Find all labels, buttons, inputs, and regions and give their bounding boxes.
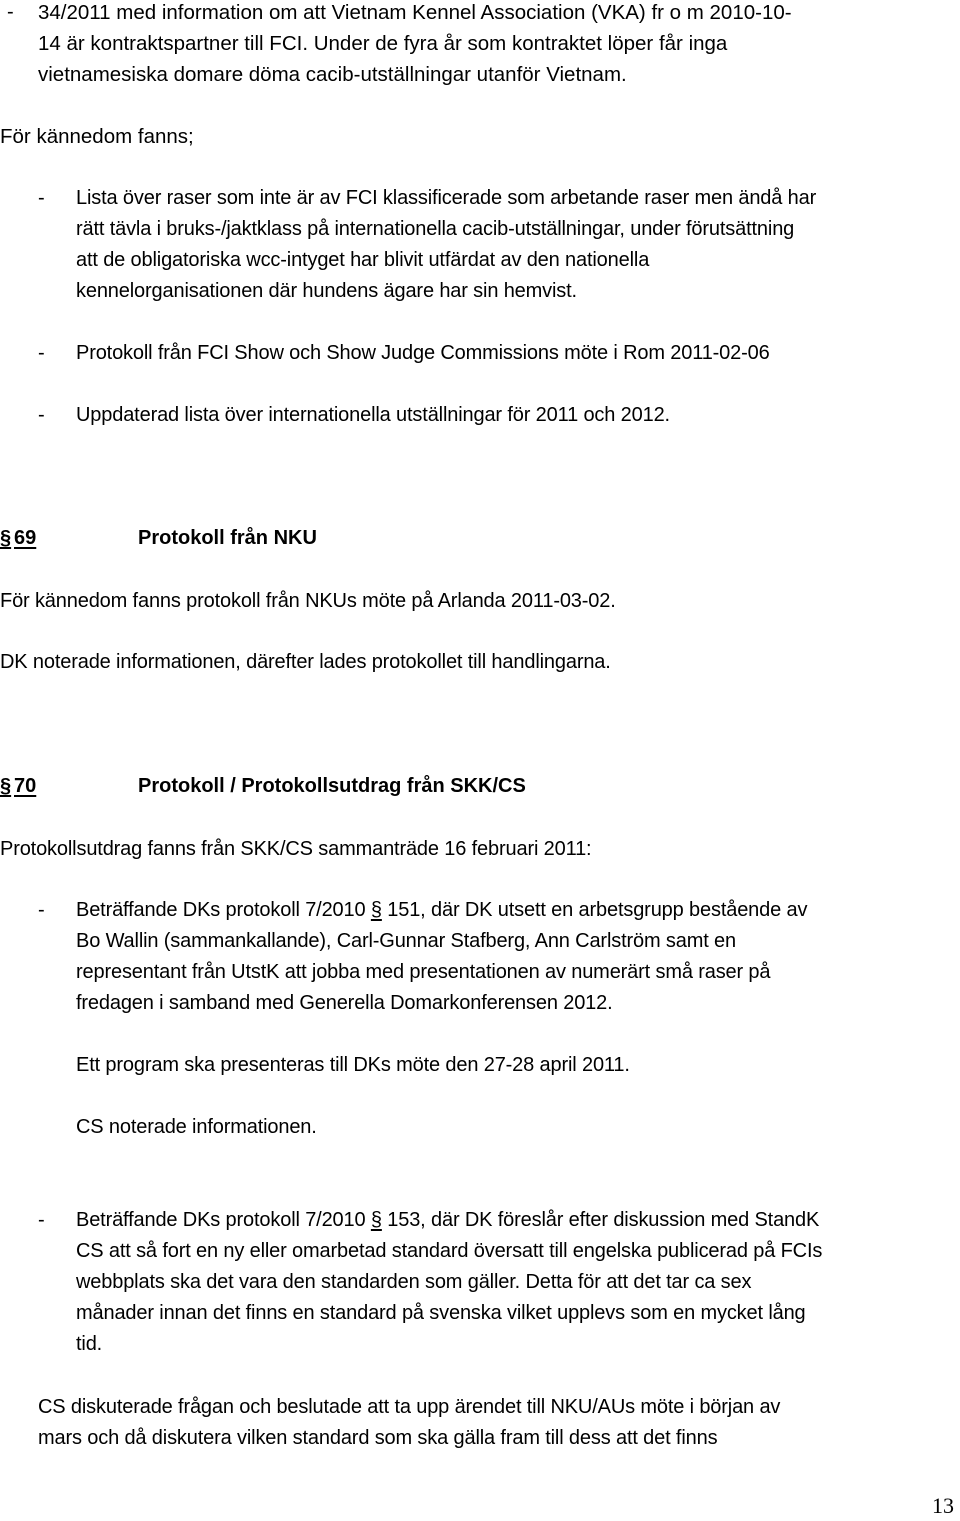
for-kannedom-label: För kännedom fanns; bbox=[0, 125, 194, 148]
section-number: 69 bbox=[14, 527, 37, 549]
list-dash: - bbox=[38, 404, 45, 426]
list-item-line: CS att så fort en ny eller omarbetad standard översatt till engelska publicerad på FCIs bbox=[76, 1240, 823, 1262]
list-item-line: webbplats ska det vara den standarden som gäller. Detta för att det tar ca sex bbox=[76, 1271, 752, 1293]
intro-line: 34/2011 med information om att Vietnam Kennel Association (VKA) fr o m 2010-10- bbox=[38, 1, 792, 24]
list-item-line: rätt tävla i bruks-/jaktklass på internationella cacib-utställningar, under förutsättning bbox=[76, 218, 795, 240]
paragraph-line: CS diskuterade frågan och beslutade att ta upp ärendet till NKU/AUs möte i början av bbox=[38, 1396, 781, 1418]
intro-line: 14 är kontraktspartner till FCI. Under de fyra år som kontraktet löper får inga bbox=[38, 32, 728, 55]
list-item-line: Beträffande DKs protokoll 7/2010 § 153, där DK föreslår efter diskussion med StandK bbox=[76, 1209, 820, 1231]
paragraph-line: mars och då diskutera vilken standard som ska gälla fram till dess att det finns bbox=[38, 1427, 718, 1449]
list-dash: - bbox=[7, 1, 14, 23]
list-item-line: Lista över raser som inte är av FCI klassificerade som arbetande raser men ändå har bbox=[76, 187, 817, 209]
list-item-line: representant från UtstK att jobba med presentationen av numerärt små raser på bbox=[76, 961, 771, 983]
section-mark: § bbox=[0, 527, 12, 549]
list-item-line: Beträffande DKs protokoll 7/2010 § 151, där DK utsett en arbetsgrupp bestående av bbox=[76, 899, 808, 921]
list-item-line: kennelorganisationen där hundens ägare har sin hemvist. bbox=[76, 280, 577, 302]
paragraph: Protokollsutdrag fanns från SKK/CS sammanträde 16 februari 2011: bbox=[0, 838, 592, 860]
section-mark: § bbox=[0, 775, 12, 797]
list-item-line: Bo Wallin (sammankallande), Carl-Gunnar Stafberg, Ann Carlström samt en bbox=[76, 930, 736, 952]
section-number: 70 bbox=[14, 775, 37, 797]
paragraph: För kännedom fanns protokoll från NKUs möte på Arlanda 2011-03-02. bbox=[0, 590, 616, 612]
list-dash: - bbox=[38, 1209, 45, 1231]
list-dash: - bbox=[38, 899, 45, 921]
section-title: Protokoll från NKU bbox=[138, 527, 317, 549]
list-item-line: månader innan det finns en standard på svenska vilket upplevs som en mycket lång bbox=[76, 1302, 806, 1324]
paragraph: CS noterade informationen. bbox=[76, 1116, 317, 1138]
section-title: Protokoll / Protokollsutdrag från SKK/CS bbox=[138, 775, 526, 797]
paragraph: DK noterade informationen, därefter lades protokollet till handlingarna. bbox=[0, 651, 611, 673]
section-mark: § bbox=[370, 1209, 382, 1231]
list-dash: - bbox=[38, 342, 45, 364]
page-number: 13 bbox=[932, 1493, 954, 1518]
paragraph: Ett program ska presenteras till DKs möte den 27-28 april 2011. bbox=[76, 1054, 630, 1076]
section-mark: § bbox=[370, 899, 382, 921]
intro-line: vietnamesiska domare döma cacib-utställningar utanför Vietnam. bbox=[38, 63, 627, 86]
list-dash: - bbox=[38, 187, 45, 209]
list-item-line: att de obligatoriska wcc-intyget har blivit utfärdat av den nationella bbox=[76, 249, 650, 271]
list-item-line: tid. bbox=[76, 1333, 103, 1355]
list-item-line: Protokoll från FCI Show och Show Judge Commissions möte i Rom 2011-02-06 bbox=[76, 342, 770, 364]
list-item-line: Uppdaterad lista över internationella utställningar för 2011 och 2012. bbox=[76, 404, 670, 426]
list-item-line: fredagen i samband med Generella Domarkonferensen 2012. bbox=[76, 992, 613, 1014]
